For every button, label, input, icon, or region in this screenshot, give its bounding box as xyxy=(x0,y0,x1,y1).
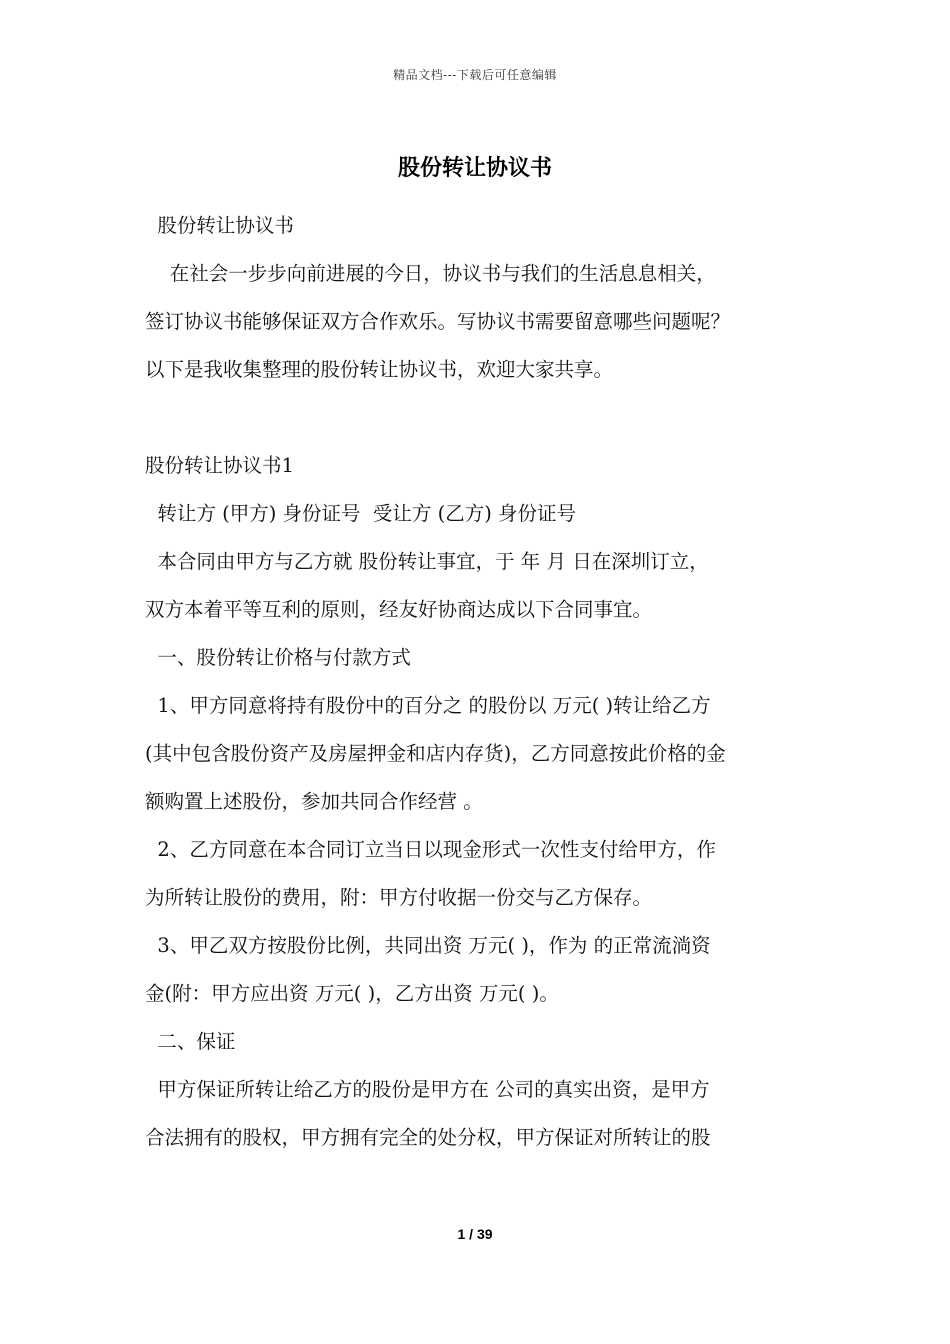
doc-line: 双方本着平等互利的原则，经友好协商达成以下合同事宜。 xyxy=(145,598,653,621)
doc-line: 在社会一步步向前进展的今日，协议书与我们的生活息息相关， xyxy=(145,262,716,285)
page-header-watermark: 精品文档---下载后可任意编辑 xyxy=(393,68,557,82)
doc-section-heading: 股份转让协议书1 xyxy=(145,454,294,477)
doc-line: 股份转让协议书 xyxy=(145,214,294,237)
doc-line: 3、甲乙双方按股份比例，共同出资 万元( )，作为 的正常流淌资 xyxy=(145,934,711,957)
doc-line: 以下是我收集整理的股份转让协议书，欢迎大家共享。 xyxy=(145,358,614,381)
document-title: 股份转让协议书 xyxy=(397,155,552,181)
page-number xyxy=(0,1226,950,1242)
page-current: 1 xyxy=(457,1226,466,1242)
doc-line: 2、乙方同意在本合同订立当日以现金形式一次性支付给甲方，作 xyxy=(145,838,716,861)
doc-line: 1、甲方同意将持有股份中的百分之 的股份以 万元( )转让给乙方 xyxy=(145,694,711,717)
doc-line: 为所转让股份的费用，附：甲方付收据一份交与乙方保存。 xyxy=(145,886,653,909)
page-separator: / xyxy=(465,1226,477,1242)
doc-line: (其中包含股份资产及房屋押金和店内存货)，乙方同意按此价格的金 xyxy=(145,742,726,765)
doc-line: 合法拥有的股权，甲方拥有完全的处分权，甲方保证对所转让的股 xyxy=(145,1126,711,1149)
page-total: 39 xyxy=(476,1226,493,1242)
doc-line: 额购置上述股份，参加共同合作经营 。 xyxy=(145,790,483,813)
document-body xyxy=(145,202,810,1162)
doc-line: 转让方 (甲方) 身份证号 受让方 (乙方) 身份证号 xyxy=(145,502,577,525)
doc-line: 签订协议书能够保证双方合作欢乐。写协议书需要留意哪些问题呢？ xyxy=(145,310,731,333)
doc-line: 甲方保证所转让给乙方的股份是甲方在 公司的真实出资，是甲方 xyxy=(145,1078,710,1101)
doc-line: 二、保证 xyxy=(145,1030,236,1053)
doc-line: 金(附：甲方应出资 万元( )，乙方出资 万元( )。 xyxy=(145,982,559,1005)
doc-line: 一、股份转让价格与付款方式 xyxy=(145,646,411,669)
doc-line: 本合同由甲方与乙方就 股份转让事宜，于 年 月 日在深圳订立， xyxy=(145,550,709,573)
paragraph-gap xyxy=(145,394,810,442)
